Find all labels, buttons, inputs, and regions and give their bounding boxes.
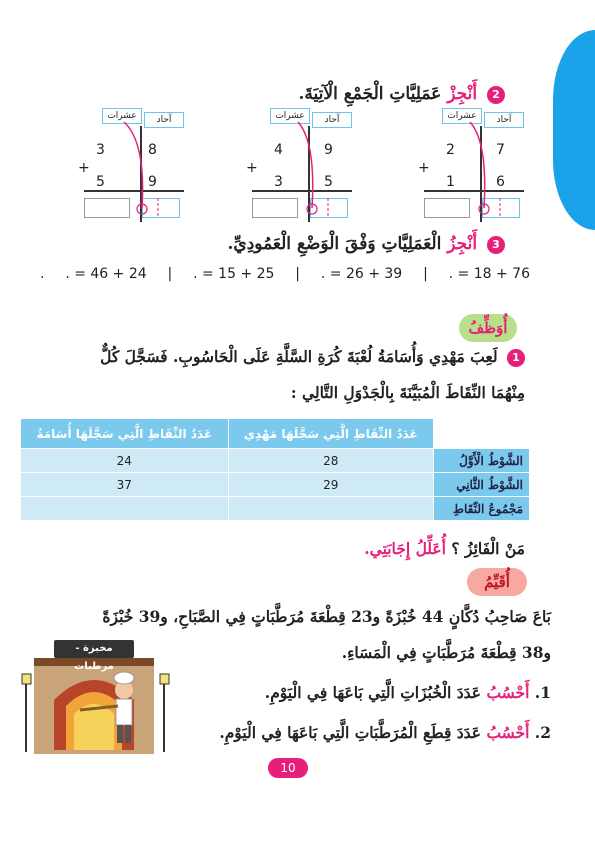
carry-arrow-icon (424, 112, 524, 222)
bakery-sign: مخبزة - مرطبات (54, 640, 134, 658)
bakery-illustration (20, 640, 170, 755)
assess-question-2 (219, 718, 551, 748)
problem-text: لَعِبَ مَهْدِي وَأُسَامَةُ لُعْبَةَ كُرَةِ السَّلَّةِ عَلَى الْحَاسُوبِ. فَسَجَّلَ كُلٌّ (100, 347, 498, 366)
header-osama: عَدَدُ النِّقَاطِ الَّتِي سَجَّلَهَا أُسَامَةُ (21, 419, 229, 449)
operations-row (40, 266, 530, 282)
exercise-number-badge: 3 (487, 236, 505, 254)
digit: 4 (274, 142, 283, 158)
exercise-2-heading (299, 84, 505, 104)
separator: | (167, 266, 173, 282)
operation-item: . = 18 + 76 (448, 266, 530, 282)
separator: | (295, 266, 301, 282)
apply-section-tag: أُوَظِّفُ (459, 314, 517, 342)
operation-item: . = 46 + 24 (65, 266, 147, 282)
table-row (21, 449, 530, 473)
row-label: الشَّوْطُ الثَّانِي (434, 473, 530, 497)
exercise-instruction: الْعَمَلِيَّاتِ وَفْقَ الْوَضْعِ الْعَمُودِيِّ. (227, 234, 442, 254)
digit: 5 (96, 174, 105, 190)
exercise-number-badge: 2 (487, 86, 505, 104)
cell-osama: 37 (21, 473, 229, 497)
question-verb: أَحْسُبُ (486, 723, 530, 742)
page-edge-tab (553, 30, 595, 230)
cell-osama: 24 (21, 449, 229, 473)
digit: 5 (324, 174, 333, 190)
question-number: 1. (534, 683, 551, 702)
digit: 1 (446, 174, 455, 190)
table-row (21, 497, 530, 521)
digit: 9 (324, 142, 333, 158)
header-mehdi: عَدَدُ النِّقَاطِ الَّتِي سَجَّلَهَا مَهْدِي (228, 419, 433, 449)
separator: | (423, 266, 428, 282)
digit: 6 (496, 174, 505, 190)
plus-sign: + (246, 160, 258, 176)
question-verb: أَحْسُبُ (486, 683, 530, 702)
cell-mehdi-total[interactable] (228, 497, 433, 521)
page-number: 10 (268, 758, 308, 778)
apply-problem-line-2: مِنْهُمَا النِّقَاطَ الْمُبَيَّنَةَ بِالْجَدْوَلِ التَّالِي : (290, 383, 525, 402)
assess-problem-line-1: بَاعَ صَاحِبُ دُكَّانٍ 44 خُبْزَةً و23 قِطْعَةَ مُرَطَّبَاتٍ فِي الصَّبَاحِ، و39 خُبْزَةً (102, 607, 551, 626)
plus-sign: + (418, 160, 430, 176)
units-label: آحاد (312, 112, 352, 128)
apply-problem-line-1 (100, 342, 525, 372)
units-label: آحاد (144, 112, 184, 128)
cell-osama-total[interactable] (21, 497, 229, 521)
row-label: مَجْمُوعُ النِّقَاطِ (434, 497, 530, 521)
column-addition-2 (246, 111, 352, 222)
row-label: الشَّوْطُ الْأَوَّلُ (434, 449, 530, 473)
column-addition-3 (78, 111, 184, 222)
cell-mehdi: 29 (228, 473, 433, 497)
tens-label: عشرات (442, 108, 482, 124)
score-table (20, 418, 530, 521)
digit: 9 (148, 174, 157, 190)
winner-question (364, 534, 525, 564)
exercise-verb: أَنْجِزْ (447, 84, 478, 104)
digit: 3 (274, 174, 283, 190)
carry-arrow-icon (252, 112, 352, 222)
operation-item: . = 15 + 25 (193, 266, 275, 282)
digit: 8 (148, 142, 157, 158)
trailing-dot: . (40, 266, 45, 282)
exercise-instruction: عَمَلِيَّاتِ الْجَمْعِ الْآتِيَةَ. (298, 84, 442, 104)
exercise-3-heading (228, 234, 505, 254)
operation-item: . = 26 + 39 (320, 266, 403, 282)
carry-arrow-icon (84, 112, 184, 222)
tens-label: عشرات (102, 108, 142, 124)
table-corner (434, 419, 530, 449)
digit: 2 (446, 142, 455, 158)
question-number: 2. (534, 723, 551, 742)
column-addition-1 (418, 111, 524, 222)
plus-sign: + (78, 160, 90, 176)
question-text: عَدَدَ الْخُبُزَاتِ الَّتِي بَاعَهَا فِي الْيَوْمِ. (264, 683, 482, 702)
cell-mehdi: 28 (228, 449, 433, 473)
justify-text: أُعَلِّلُ إِجَابَتِي. (364, 539, 446, 558)
units-label: آحاد (484, 112, 524, 128)
tens-label: عشرات (270, 108, 310, 124)
exercise-verb: أَنْجِزُ (447, 234, 478, 254)
problem-number-badge: 1 (507, 349, 525, 367)
question-text: مَنْ الْفَائِزُ ؟ (451, 539, 525, 558)
digit: 7 (496, 142, 505, 158)
assess-question-1 (265, 678, 551, 708)
table-row (21, 473, 530, 497)
question-text: عَدَدَ قِطَعِ الْمُرَطَّبَاتِ الَّتِي بَاعَهَا فِي الْيَوْمِ. (219, 723, 482, 742)
assess-problem-line-2: و38 قِطْعَةَ مُرَطَّبَاتٍ فِي الْمَسَاءِ. (341, 643, 551, 662)
assess-section-tag: أُقَيِّمُ (467, 568, 527, 596)
digit: 3 (96, 142, 105, 158)
